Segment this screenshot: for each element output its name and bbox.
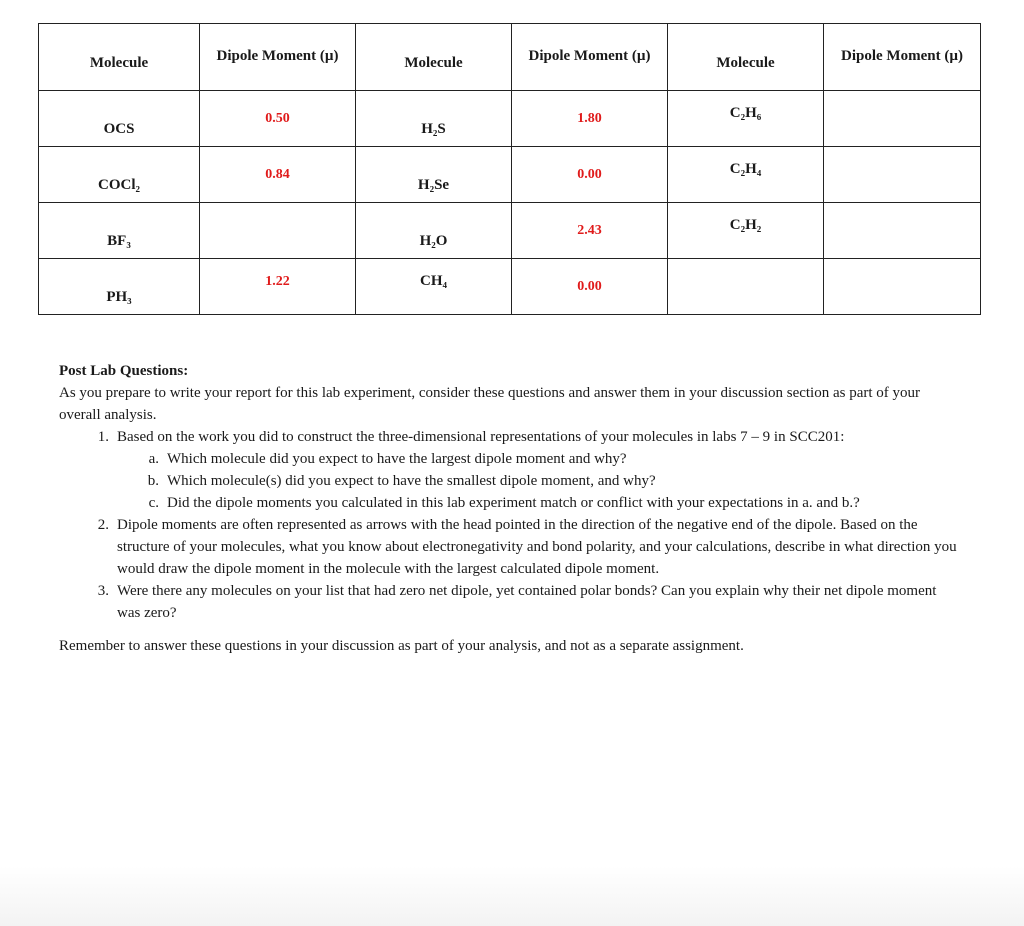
dipole-value-cell — [200, 203, 356, 259]
dipole-value-cell: 1.22 — [200, 259, 356, 315]
question-1a — [59, 448, 959, 470]
header-dipole-1: Dipole Moment (µ) — [200, 24, 356, 91]
molecule-cell: C₂H₂ — [668, 203, 824, 259]
dipole-value-cell: 0.50 — [200, 91, 356, 147]
question-text: Which molecule(s) did you expect to have the smallest dipole moment, and why? — [167, 473, 656, 489]
question-number: 1. — [97, 429, 109, 445]
question-text: Did the dipole moments you calculated in this lab experiment match or conflict with your expectations in a. and b.? — [167, 495, 860, 511]
table-header-row — [39, 24, 981, 91]
question-text: Which molecule did you expect to have the largest dipole moment and why? — [167, 451, 627, 467]
dipole-value-cell — [824, 259, 981, 315]
question-letter: a. — [148, 451, 159, 467]
question-letter: b. — [147, 473, 159, 489]
dipole-value-cell — [824, 91, 981, 147]
question-1 — [59, 426, 959, 448]
header-molecule-2: Molecule — [356, 24, 512, 91]
question-number: 3. — [97, 583, 109, 599]
molecule-cell: OCS — [39, 91, 200, 147]
dipole-value-cell: 0.84 — [200, 147, 356, 203]
header-dipole-3: Dipole Moment (µ) — [824, 24, 981, 91]
question-1b — [59, 470, 959, 492]
question-2 — [59, 514, 959, 580]
table-row — [39, 259, 981, 315]
question-1c — [59, 492, 959, 514]
remember-note: Remember to answer these questions in your discussion as part of your analysis, and not as a separate assignment. — [59, 638, 744, 654]
question-text: Dipole moments are often represented as arrows with the head pointed in the direction of the negative end of the dipole. Based on the structure of your molecules, what you know about electronegativity and bond polarity, and your calculations, describe in what direction you would draw the dipole moment in the molecule with the largest calculated dipole moment. — [117, 517, 957, 577]
dipole-value-cell: 2.43 — [512, 203, 668, 259]
header-molecule-3: Molecule — [668, 24, 824, 91]
dipole-value-cell: 0.00 — [512, 259, 668, 315]
post-lab-questions — [59, 360, 959, 657]
dipole-value-cell: 1.80 — [512, 91, 668, 147]
header-molecule-1: Molecule — [39, 24, 200, 91]
table-row — [39, 147, 981, 203]
table-row — [39, 91, 981, 147]
page-bottom-shadow — [0, 866, 1024, 926]
molecule-cell: H₂Se — [356, 147, 512, 203]
molecule-cell: H₂S — [356, 91, 512, 147]
dipole-value-cell: 0.00 — [512, 147, 668, 203]
question-text: Were there any molecules on your list that had zero net dipole, yet contained polar bonds? Can you explain why their net dipole moment was zero? — [117, 583, 937, 621]
molecule-cell: C₂H₆ — [668, 91, 824, 147]
dipole-value-cell — [824, 147, 981, 203]
post-lab-intro: As you prepare to write your report for this lab experiment, consider these questions and answer them in your discussion section as part of your overall analysis. — [59, 385, 921, 423]
question-number: 2. — [97, 517, 109, 533]
question-letter: c. — [148, 495, 159, 511]
dipole-moment-table — [38, 23, 981, 315]
molecule-cell: PH₃ — [39, 259, 200, 315]
table-row — [39, 203, 981, 259]
molecule-cell — [668, 259, 824, 315]
question-text: Based on the work you did to construct the three-dimensional representations of your molecules in labs 7 – 9 in SCC201: — [117, 429, 845, 445]
molecule-cell: C₂H₄ — [668, 147, 824, 203]
molecule-cell: CH₄ — [356, 259, 512, 315]
dipole-value-cell — [824, 203, 981, 259]
post-lab-title: Post Lab Questions: — [59, 363, 189, 379]
molecule-cell: COCl₂ — [39, 147, 200, 203]
header-dipole-2: Dipole Moment (µ) — [512, 24, 668, 91]
molecule-cell: BF₃ — [39, 203, 200, 259]
molecule-cell: H₂O — [356, 203, 512, 259]
question-3 — [59, 580, 959, 624]
